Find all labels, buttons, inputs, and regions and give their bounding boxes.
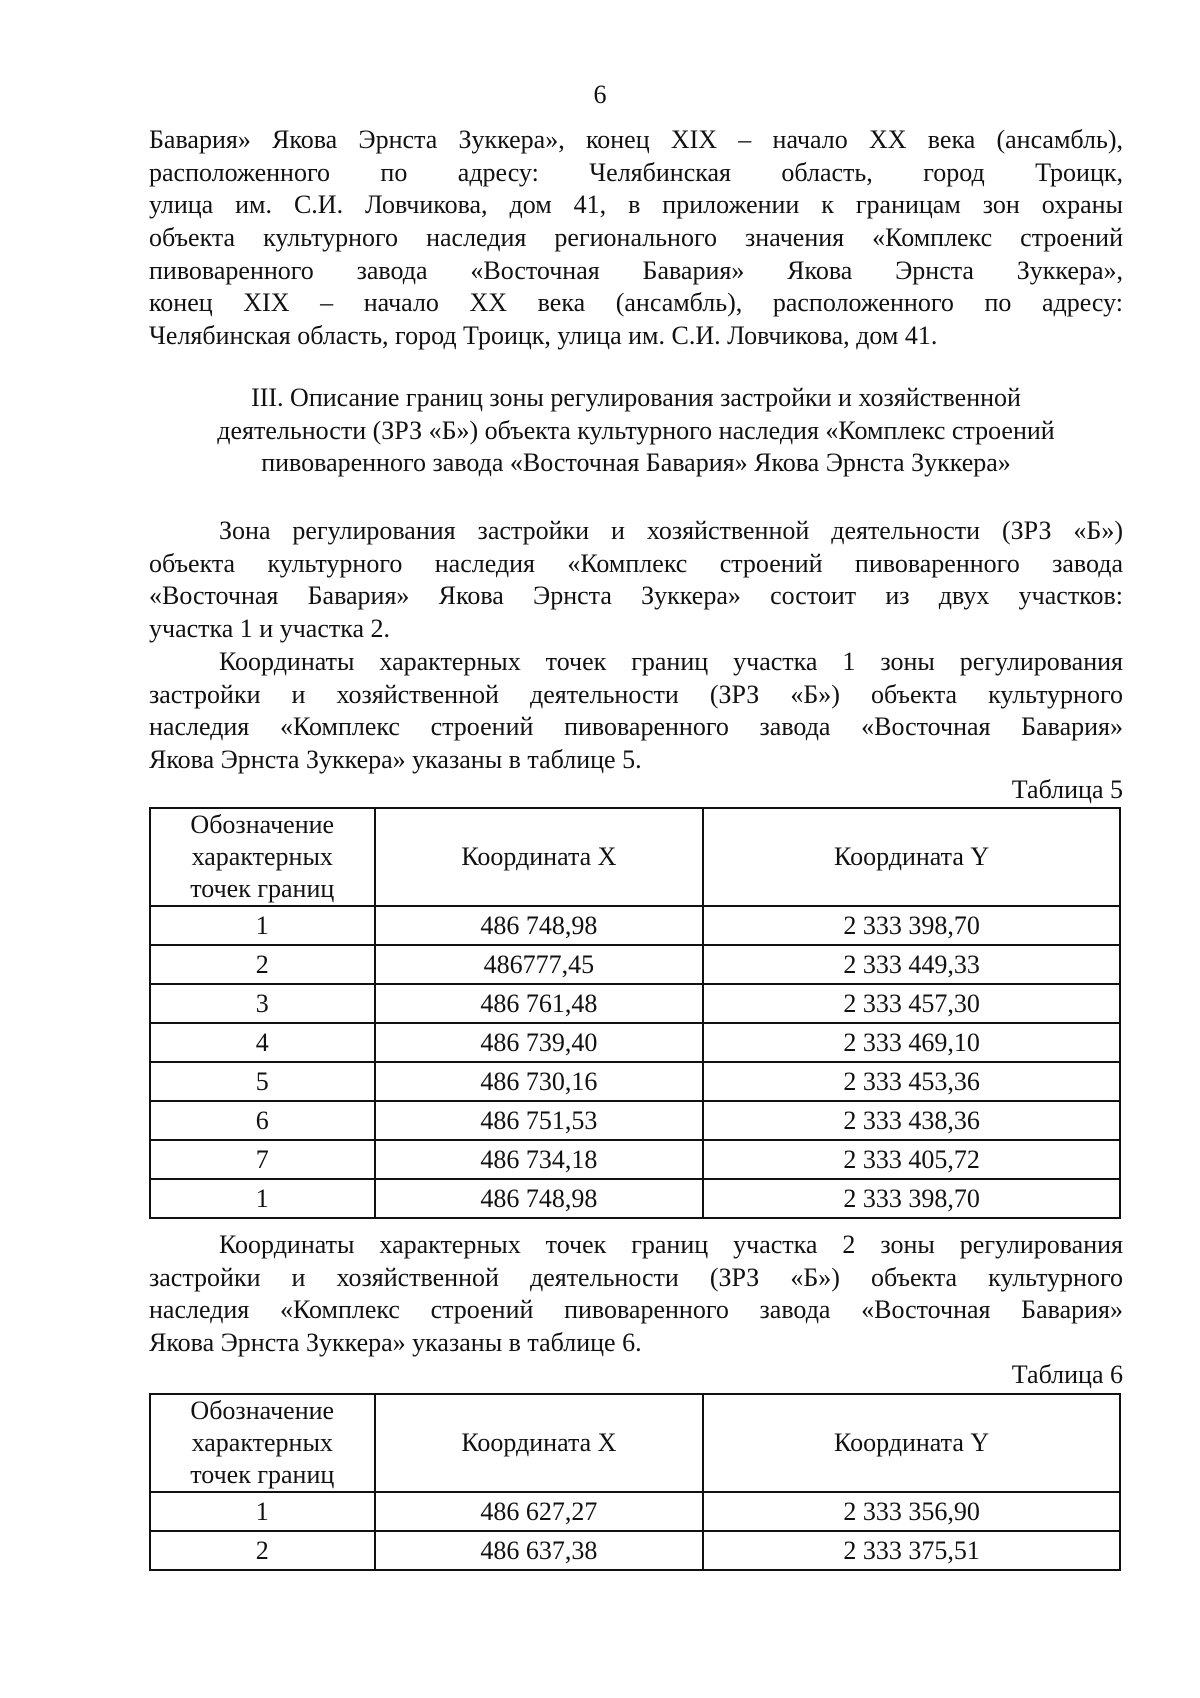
table-cell: 2 333 469,10 [703, 1023, 1120, 1062]
table-cell: 486 627,27 [375, 1492, 704, 1531]
table-cell: 2 [150, 1531, 375, 1570]
table-6 [149, 1393, 1121, 1571]
table-cell: 486 734,18 [375, 1140, 704, 1179]
table-cell: 486 730,16 [375, 1062, 704, 1101]
table-cell: 2 333 398,70 [703, 1179, 1120, 1218]
text-line: объекта культурного наследия регионального значения «Комплекс строений [149, 223, 1123, 253]
header-row [150, 808, 1120, 906]
table-cell: 5 [150, 1062, 375, 1101]
text-line: III. Описание границ зоны регулирования застройки и хозяйственной [251, 383, 1021, 412]
text-line: Координаты характерных точек границ участка 1 зоны регулирования [219, 647, 1123, 676]
table-row [150, 1179, 1120, 1218]
table-5 [149, 807, 1121, 1219]
table-cell: 2 333 405,72 [703, 1140, 1120, 1179]
paragraph-1 [149, 124, 1123, 353]
table-cell: 2 333 375,51 [703, 1531, 1120, 1570]
table-cell: 486 748,98 [375, 1179, 704, 1218]
text-line: Зона регулирования застройки и хозяйственной деятельности (ЗРЗ «Б») [219, 516, 1123, 545]
table-row [150, 1023, 1120, 1062]
table-cell: 486777,45 [375, 945, 704, 984]
table6-caption: Таблица 6 [1011, 1360, 1123, 1389]
table-cell: 486 637,38 [375, 1531, 704, 1570]
table-cell: 1 [150, 1179, 375, 1218]
table-cell: 486 761,48 [375, 984, 704, 1023]
text-line: Челябинская область, город Троицк, улица им. С.И. Ловчикова, дом 41. [149, 321, 938, 351]
table-row [150, 1492, 1120, 1531]
table-row [150, 1062, 1120, 1101]
table-cell: 2 333 398,70 [703, 906, 1120, 945]
table-cell: 486 739,40 [375, 1023, 704, 1062]
text-line: застройки и хозяйственной деятельности (ЗРЗ «Б») объекта культурного [149, 1262, 1123, 1292]
table-cell: 2 333 438,36 [703, 1101, 1120, 1140]
text-line: участка 1 и участка 2. [149, 614, 391, 644]
table-cell: 486 751,53 [375, 1101, 704, 1140]
text-line: расположенного по адресу: Челябинская область, город Троицк, [149, 157, 1123, 187]
text-line: Бавария» Якова Эрнста Зуккера», конец XIX – начало XX века (ансамбль), [149, 125, 1123, 154]
paragraph-4 [149, 1229, 1123, 1360]
header-row [150, 1394, 1120, 1492]
text-line: конец XIX – начало XX века (ансамбль), расположенного по адресу: [149, 288, 1123, 318]
table-cell: 1 [150, 1492, 375, 1531]
paragraph-3 [149, 646, 1123, 777]
text-line: «Восточная Бавария» Якова Эрнста Зуккера» состоит из двух участков: [149, 581, 1123, 611]
column-header: Обозначение характерных точек границ [150, 1394, 375, 1492]
column-header: Координата X [375, 1394, 704, 1492]
text-line: наследия «Комплекс строений пивоваренного завода «Восточная Бавария» [149, 1295, 1123, 1325]
table-cell: 4 [150, 1023, 375, 1062]
table-cell: 486 748,98 [375, 906, 704, 945]
text-line: застройки и хозяйственной деятельности (ЗРЗ «Б») объекта культурного [149, 679, 1123, 709]
text-line: Якова Эрнста Зуккера» указаны в таблице 5. [149, 745, 642, 775]
table-row [150, 945, 1120, 984]
column-header: Обозначение характерных точек границ [150, 808, 375, 906]
section-heading [149, 382, 1123, 480]
text-line: Координаты характерных точек границ участка 2 зоны регулирования [219, 1230, 1123, 1259]
text-line: Якова Эрнста Зуккера» указаны в таблице 6. [149, 1328, 642, 1358]
text-line: деятельности (ЗРЗ «Б») объекта культурного наследия «Комплекс строений [217, 415, 1055, 445]
table-row [150, 1140, 1120, 1179]
table-cell: 3 [150, 984, 375, 1023]
text-line: пивоваренного завода «Восточная Бавария» Якова Эрнста Зуккера» [261, 448, 1011, 478]
table-cell: 2 333 457,30 [703, 984, 1120, 1023]
column-header: Координата Y [703, 1394, 1120, 1492]
paragraph-2 [149, 515, 1123, 646]
column-header: Координата Y [703, 808, 1120, 906]
table-cell: 2 333 449,33 [703, 945, 1120, 984]
page-number: 6 [593, 80, 607, 109]
column-header: Координата X [375, 808, 704, 906]
table-cell: 2 [150, 945, 375, 984]
text-line: улица им. С.И. Ловчикова, дом 41, в приложении к границам зон охраны [149, 190, 1123, 220]
table-cell: 1 [150, 906, 375, 945]
table-row [150, 1101, 1120, 1140]
table5-caption: Таблица 5 [1011, 775, 1123, 804]
table-row [150, 984, 1120, 1023]
table-cell: 7 [150, 1140, 375, 1179]
table-cell: 2 333 453,36 [703, 1062, 1120, 1101]
text-line: пивоваренного завода «Восточная Бавария» Якова Эрнста Зуккера», [149, 255, 1123, 285]
table-cell: 2 333 356,90 [703, 1492, 1120, 1531]
text-line: объекта культурного наследия «Комплекс строений пивоваренного завода [149, 548, 1123, 578]
table-cell: 6 [150, 1101, 375, 1140]
text-line: наследия «Комплекс строений пивоваренного завода «Восточная Бавария» [149, 712, 1123, 742]
table-row [150, 906, 1120, 945]
table-row [150, 1531, 1120, 1570]
